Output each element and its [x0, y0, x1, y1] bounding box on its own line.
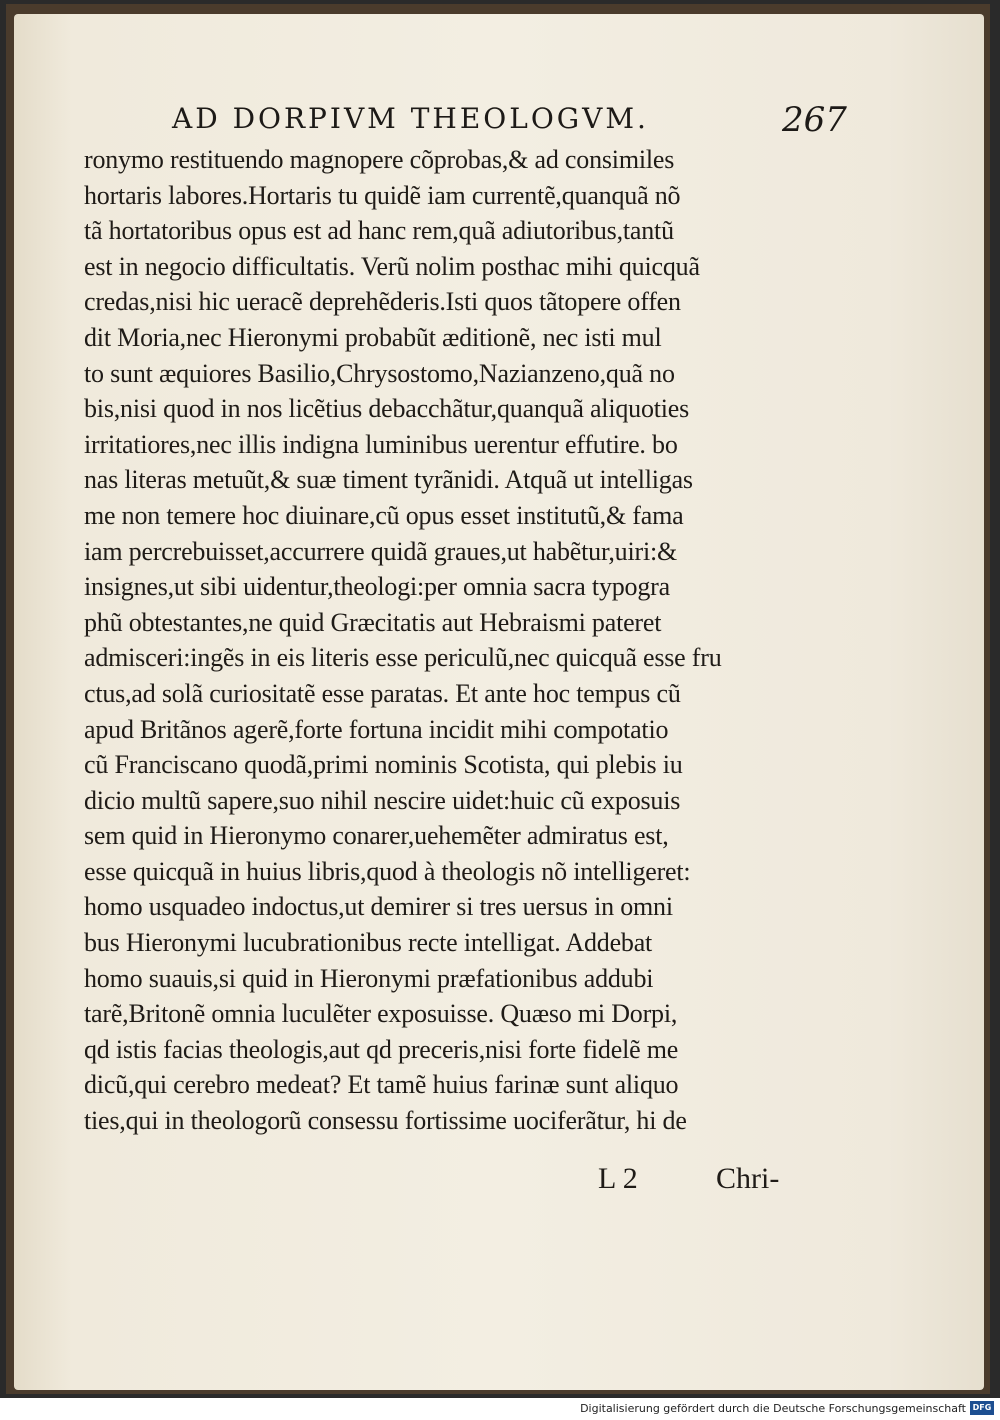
text-line: dicũ,qui cerebro medeat? Et tamẽ huius farinæ sunt aliquo: [84, 1070, 679, 1100]
text-line: iam percrebuisset,accurrere quidã graues,ut habẽtur,uiri:&: [84, 536, 678, 566]
signature-mark: L 2: [598, 1162, 638, 1195]
text-line: dicio multũ sapere,suo nihil nescire uidet:huic cũ exposuis: [84, 785, 681, 815]
page-number: 267: [782, 100, 847, 140]
footer-bar: [0, 1398, 1000, 1420]
funding-credit: Digitalisierung gefördert durch die Deutsche Forschungsgemeinschaft: [580, 1402, 966, 1415]
text-line: bis,nisi quod in nos licẽtius debacchãtur,quanquã aliquoties: [84, 394, 690, 424]
text-line: tã hortatoribus opus est ad hanc rem,quã adiutoribus,tantũ: [84, 216, 674, 246]
text-line: qd istis facias theologis,aut qd preceris,nisi forte fidelẽ me: [84, 1034, 679, 1064]
text-line: hortaris labores.Hortaris tu quidẽ iam currentẽ,quanquã nõ: [84, 180, 681, 210]
text-line: credas,nisi hic ueracẽ deprehẽderis.Isti quos tãtopere offen: [84, 287, 681, 317]
text-line: tarẽ,Britonẽ omnia luculẽter exposuisse. Quæso mi Dorpi,: [84, 999, 678, 1029]
text-line: ties,qui in theologorũ consessu fortissime uociferãtur, hi de: [84, 1106, 687, 1136]
dfg-logo: DFG: [970, 1401, 994, 1415]
running-head: AD DORPIVM THEOLOGVM.: [172, 102, 649, 135]
text-line: homo usquadeo indoctus,ut demirer si tres uersus in omni: [84, 892, 673, 922]
text-line: phũ obtestantes,ne quid Græcitatis aut Hebraismi pateret: [84, 607, 662, 637]
text-line: est in negocio difficultatis. Verũ nolim posthac mihi quicquã: [84, 251, 700, 281]
text-line: esse quicquã in huius libris,quod à theologis nõ intelligeret:: [84, 856, 691, 886]
text-line: insignes,ut sibi uidentur,theologi:per omnia sacra typogra: [84, 572, 670, 602]
text-line: homo suauis,si quid in Hieronymi præfationibus addubi: [84, 963, 654, 993]
text-line: ronymo restituendo magnopere cõprobas,& ad consimiles: [84, 145, 675, 174]
text-line: nas literas metuũt,& suæ timent tyrãnidi. Atquã ut intelligas: [84, 465, 693, 495]
text-line: apud Britãnos agerẽ,forte fortuna incidit mihi compotatio: [84, 714, 669, 744]
text-line: me non temere hoc diuinare,cũ opus esset institutũ,& fama: [84, 500, 684, 530]
text-line: cũ Franciscano quodã,primi nominis Scotista, qui plebis iu: [84, 750, 683, 780]
text-line: bus Hieronymi lucubrationibus recte intelligat. Addebat: [84, 928, 653, 958]
text-line: irritatiores,nec illis indigna luminibus uerentur effutire. bo: [84, 429, 678, 459]
text-line: admisceri:ingẽs in eis literis esse periculũ,nec quicquã esse fru: [84, 643, 722, 673]
text-line: dit Moria,nec Hieronymi probabũt æditionẽ, nec isti mul: [84, 322, 662, 352]
text-line: sem quid in Hieronymo conarer,uehemẽter admiratus est,: [84, 821, 669, 851]
text-line: to sunt æquiores Basilio,Chrysostomo,Nazianzeno,quã no: [84, 358, 675, 388]
text-block: [84, 142, 800, 1139]
text-line: ctus,ad solã curiositatẽ esse paratas. Et ante hoc tempus cũ: [84, 678, 681, 708]
catchword: Chri-: [716, 1162, 780, 1195]
